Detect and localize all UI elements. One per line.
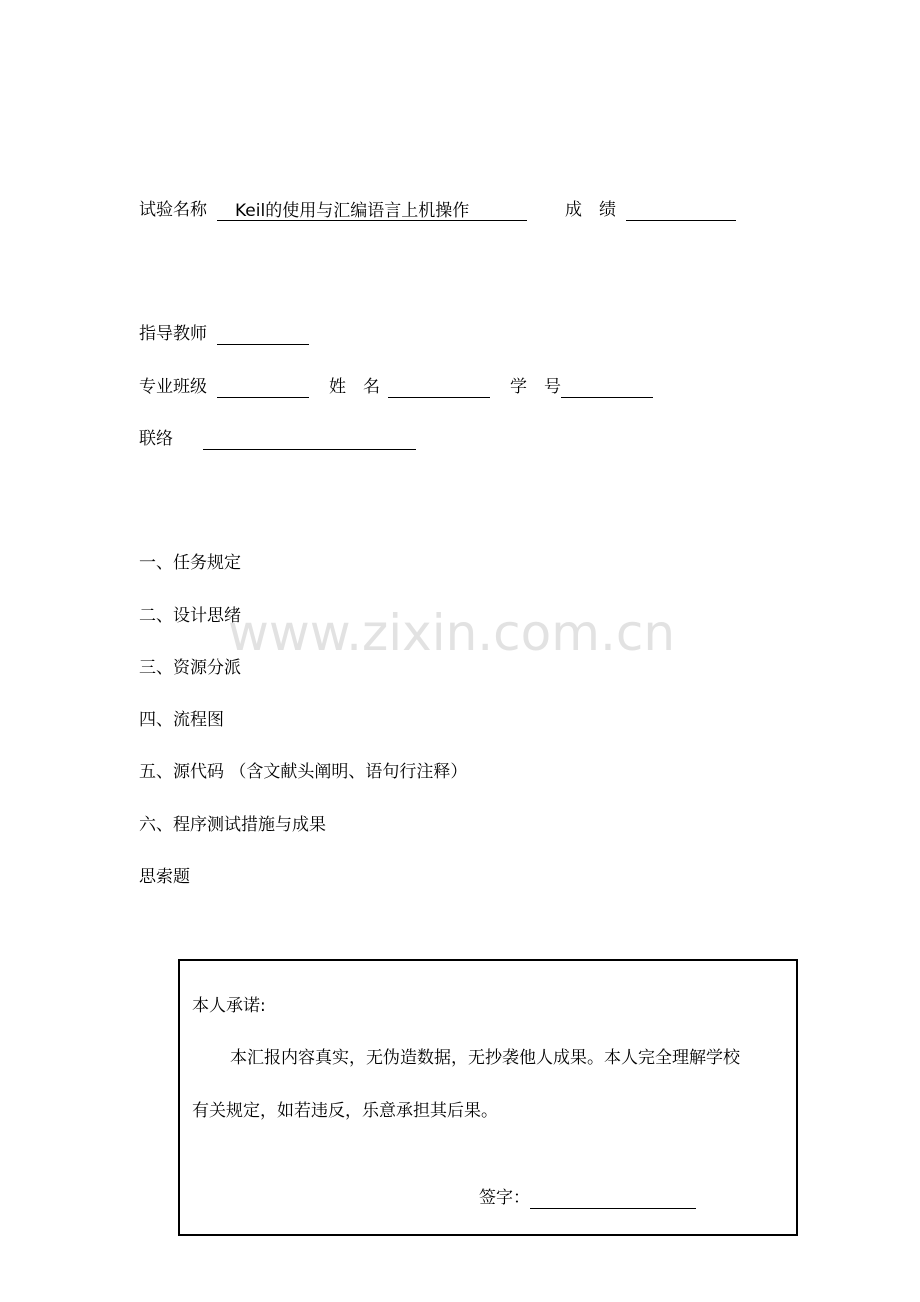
student-info-row: [139, 376, 653, 398]
score-field[interactable]: [626, 200, 736, 221]
score-label: 成 绩: [565, 200, 616, 220]
pledge-title: 本人承诺:: [192, 996, 266, 1016]
section-design-ideas: 二、设计思绪: [139, 606, 241, 626]
section-testing-results: 六、程序测试措施与成果: [139, 815, 326, 835]
class-field[interactable]: [217, 377, 309, 398]
watermark: www.zixin.com.cn: [228, 604, 676, 662]
pledge-text-line-2: 有关规定，如若违反，乐意承担其后果。: [192, 1101, 498, 1121]
signature-label: 签字：: [479, 1188, 530, 1208]
experiment-row: [139, 199, 736, 221]
class-label: 专业班级: [139, 377, 207, 397]
pledge-text-line-1: 本汇报内容真实，无伪造数据，无抄袭他人成果。本人完全理解学校: [230, 1048, 740, 1068]
section-resource-allocation: 三、资源分派: [139, 658, 241, 678]
name-label: 姓 名: [329, 377, 380, 397]
contact-row: [139, 428, 416, 450]
signature-field[interactable]: [530, 1188, 696, 1209]
contact-label: 联络: [139, 429, 173, 449]
section-questions: 思索题: [139, 867, 190, 887]
contact-field[interactable]: [203, 429, 416, 450]
teacher-field[interactable]: [217, 324, 309, 345]
section-flowchart: 四、流程图: [139, 710, 224, 730]
student-id-label: 学 号: [510, 377, 561, 397]
section-source-code: 五、源代码 （含文献头阐明、语句行注释）: [139, 762, 468, 782]
section-task-requirements: 一、任务规定: [139, 553, 241, 573]
student-id-field[interactable]: [561, 377, 653, 398]
signature-row: [479, 1187, 696, 1209]
pledge-box: [178, 959, 798, 1236]
experiment-label: 试验名称: [139, 200, 207, 220]
teacher-row: [139, 323, 309, 345]
teacher-label: 指导教师: [139, 324, 207, 344]
name-field[interactable]: [388, 377, 490, 398]
experiment-name-field[interactable]: Keil的使用与汇编语言上机操作: [217, 201, 527, 221]
